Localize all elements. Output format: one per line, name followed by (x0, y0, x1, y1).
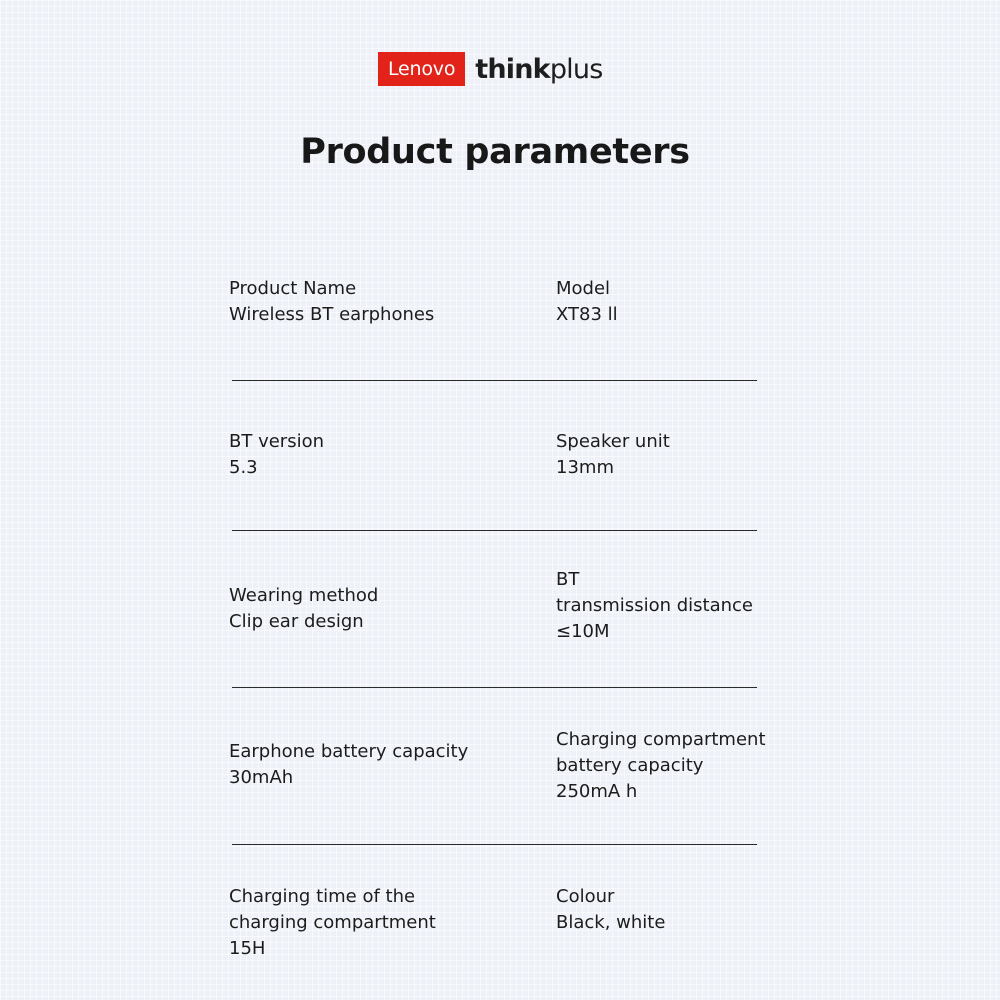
param-value: 250mA h (556, 781, 638, 802)
param-value: 5.3 (229, 457, 258, 478)
param-label: BT version (229, 431, 324, 452)
param-wearing-method (229, 583, 378, 635)
param-label: Charging time of the (229, 886, 416, 907)
brand-header (378, 50, 602, 88)
param-label: charging compartment (229, 912, 436, 933)
thinkplus-logo (475, 54, 602, 85)
param-label: Wearing method (229, 585, 379, 606)
thinkplus-logo-plus: plus (549, 53, 603, 85)
param-label: Product Name (229, 278, 357, 299)
param-value: 13mm (556, 457, 614, 478)
param-value: Black, white (556, 912, 666, 933)
row-divider (232, 844, 757, 845)
param-label: BT (556, 569, 580, 590)
param-value: 30mAh (229, 767, 294, 788)
param-label: Speaker unit (556, 431, 670, 452)
param-value: 15H (229, 938, 266, 959)
param-case-battery (556, 727, 766, 805)
param-label: Earphone battery capacity (229, 741, 469, 762)
param-label: Charging compartment (556, 729, 766, 750)
param-value: Clip ear design (229, 611, 364, 632)
param-label: transmission distance (556, 595, 753, 616)
row-divider (232, 530, 757, 531)
param-label: battery capacity (556, 755, 704, 776)
param-model (556, 276, 618, 328)
thinkplus-logo-think: think (475, 53, 550, 85)
param-label: Model (556, 278, 611, 299)
param-label: Colour (556, 886, 615, 907)
lenovo-logo-text: Lenovo (388, 58, 456, 80)
param-value: Wireless BT earphones (229, 304, 435, 325)
param-speaker-unit (556, 429, 670, 481)
param-bt-distance (556, 567, 753, 645)
param-colour (556, 884, 665, 936)
lenovo-logo (378, 52, 465, 86)
param-earphone-battery (229, 739, 468, 791)
param-value: ≤10M (556, 621, 610, 642)
page-title: Product parameters (300, 132, 690, 172)
param-charging-time (229, 884, 436, 962)
row-divider (232, 380, 757, 381)
row-divider (232, 687, 757, 688)
param-value: XT83 ll (556, 304, 618, 325)
param-bt-version (229, 429, 324, 481)
param-product-name (229, 276, 434, 328)
